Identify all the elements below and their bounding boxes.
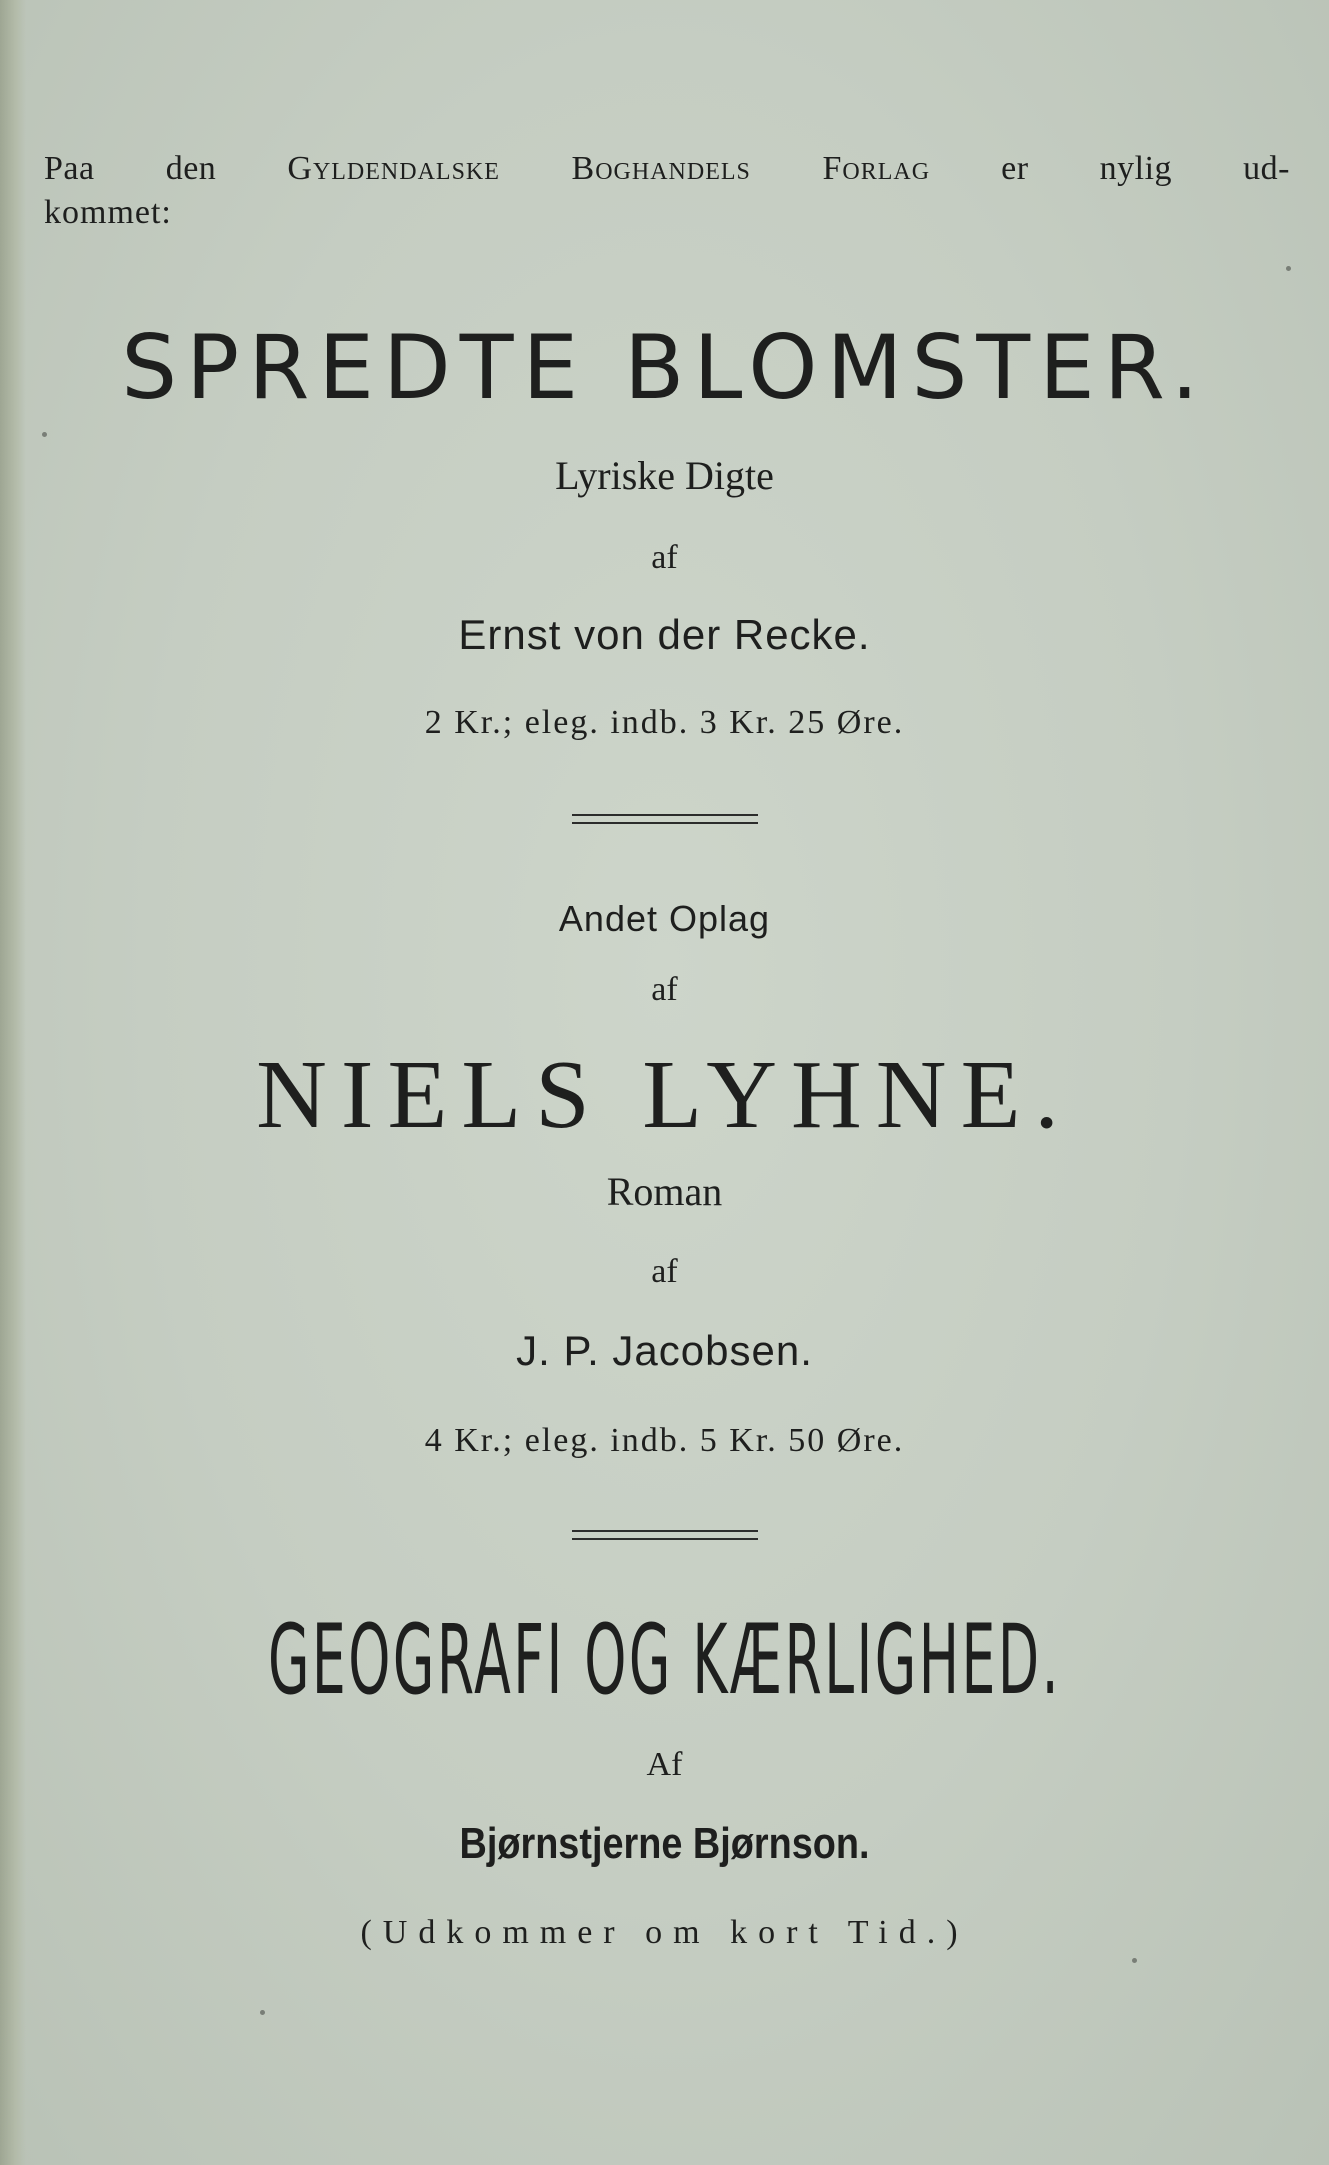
book2-edition: Andet Oplag [558,898,771,939]
book2-title: NIELS LYHNE. [256,1041,1073,1149]
paper-speck [1132,1958,1137,1963]
intro-prefix: Paa den [44,150,288,187]
intro-line-2: kommet: [44,194,172,231]
book3-title: GEOGRAFI OG KÆRLIGHED. [267,1604,1062,1716]
divider-1 [572,814,758,824]
book2-by-2: af [651,1253,678,1290]
divider-2 [572,1530,758,1540]
book2-subtitle: Roman [606,1169,723,1214]
book3-note: (Udkommer om kort Tid.) [360,1914,969,1951]
book2-price: 4 Kr.; eleg. indb. 5 Kr. 50 Øre. [424,1422,905,1459]
book1-price: 2 Kr.; eleg. indb. 3 Kr. 25 Øre. [424,704,905,741]
book1-subtitle: Lyriske Digte [555,453,774,498]
intro-line-1 [44,148,1290,190]
paper-speck [42,432,47,437]
publisher-name: Gyldendalske Boghandels Forlag [287,150,931,187]
intro-suffix: er nylig ud- [930,150,1290,187]
book3-by: Af [646,1746,683,1783]
paper-speck [1286,266,1291,271]
book1-author: Ernst von der Recke. [458,611,871,658]
book1-title: SPREDTE BLOMSTER. [121,316,1208,419]
book2-author: J. P. Jacobsen. [516,1327,813,1374]
book1-by: af [651,539,678,576]
paper-speck [260,2010,265,2015]
book3-author: Bjørnstjerne Bjørnson. [459,1819,870,1868]
book2-by: af [651,971,678,1008]
